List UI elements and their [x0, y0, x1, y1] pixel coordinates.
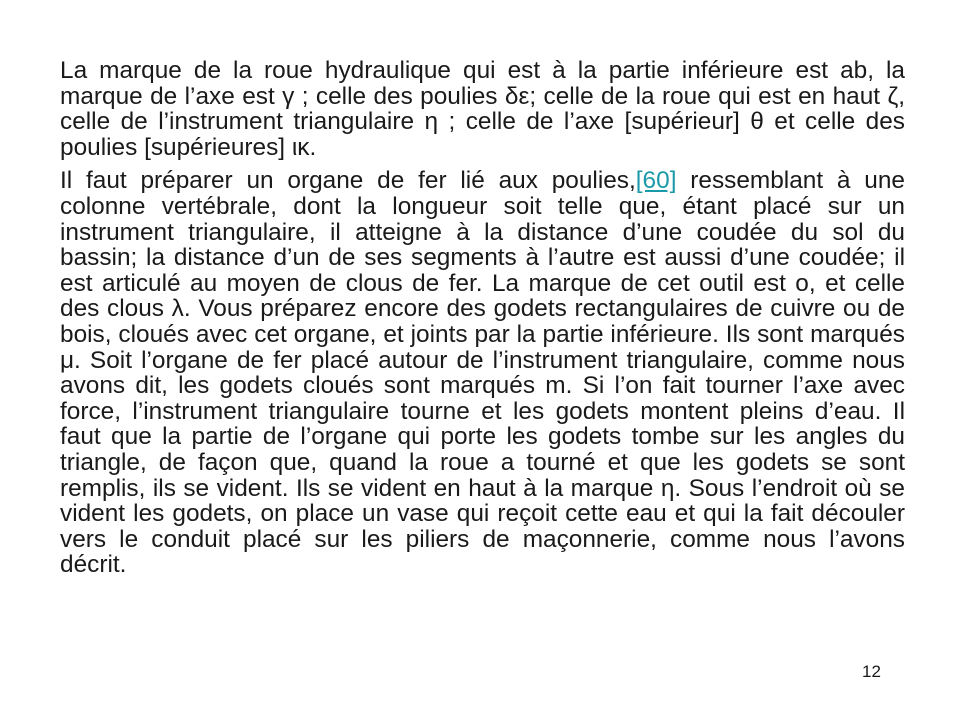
paragraph-2-text-start: Il faut préparer un organe de fer lié aux poulies, [60, 167, 636, 195]
paragraph-2 [60, 168, 905, 578]
footnote-link[interactable]: [60] [635, 167, 677, 195]
slide-body [60, 58, 905, 578]
page-number: 12 [862, 662, 881, 681]
paragraph-1: La marque de la roue hydraulique qui est à la partie inférieure est ab, la marque de l’axe est γ ; celle des poulies δε; celle de la roue qui est en haut ζ, celle de l’instrument triangulaire η ; celle de l’axe [supérieur] θ et celle des poulies [supérieures] ικ. [60, 57, 905, 161]
paragraph-2-text-end: ressemblant à une colonne vertébrale, dont la longueur soit telle que, étant placé sur un instrument triangulaire, il atteigne à la distance d’une coudée du sol du bassin; la distance d’un de ses segments à l’autre est aussi d’une coudée; il est articulé au moyen de clous de fer. La marque de cet outil est o, et celle des clous λ. Vous préparez encore des godets rectangulaires de cuivre ou de bois, cloués avec cet organe, et joints par la partie inférieure. Ils sont marqués μ. Soit l’organe de fer placé autour de l’instrument triangulaire, comme nous avons dit, les godets cloués sont marqués m. Si l’on fait tourner l’axe avec force, l’instrument triangulaire tourne et les godets montent pleins d’eau. Il faut que la partie de l’organe qui porte les godets tombe sur les angles du triangle, de façon que, quand la roue a tourné et que les godets se sont remplis, ils se vident. Ils se vident en haut à la marque η. Sous l’endroit où se vident les godets, on place un vase qui reçoit cette eau et qui la fait découler vers le conduit placé sur les piliers de maçonnerie, comme nous l’avons décrit. [60, 167, 905, 579]
